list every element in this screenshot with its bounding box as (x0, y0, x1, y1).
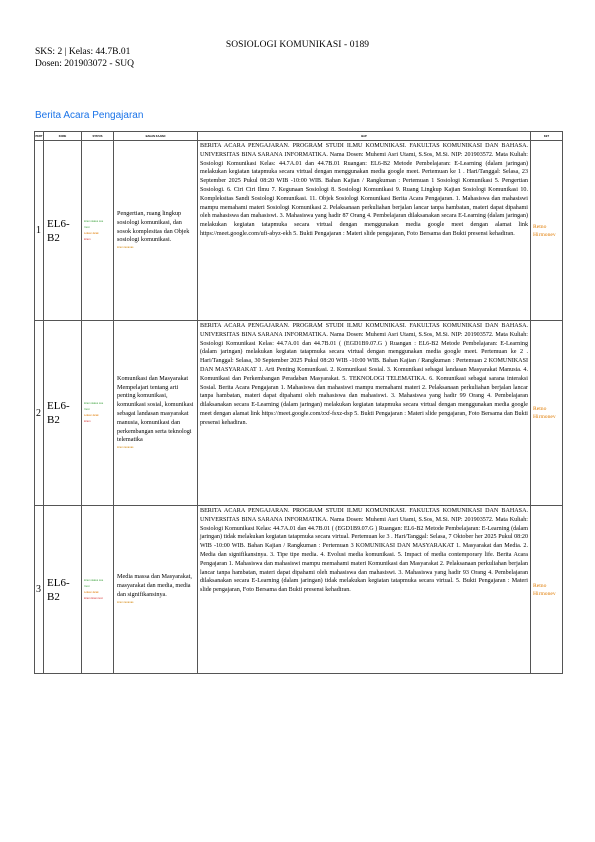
topic-text: Komunikasi dan Masyarakat Mempelajari tentang arti penting komunikasi, komunikasi sosial, komunikasi sebagai landasan masyarakat manusia, komunikasi dan perkembangan serta teknologi telematika (117, 374, 194, 444)
note-text: Retno Hirmonev (533, 406, 556, 420)
status-cell (82, 141, 114, 321)
note-cell (531, 141, 563, 321)
bap-text: BERITA ACARA PENGAJARAN. PROGRAM STUDI ILMU KOMUNIKASI. FAKULTAS KOMUNIKASI DAN BAHASA. UNIVERSITAS BINA SARANA INFORMATIKA. Nama Dosen: Muhemi Asri Utami, S.Sos, M.Si. NIP: 201903572. Mata Kuliah: Sosiologi Komunikasi Kelas: 44.7A.01 dan 44.7B.01 Ruangan: EL6-B2 Metode Pembelajaran: E-Learning (dalam jaringan) melakukan kegiatan tatapmuka secara virtual dengan menggunakan media google meet. Pertemuan ke 1 . Hari/Tanggal: Selasa, 23 September 2025 Pukul 08:20 WIB -10:00 WIB. Bahan Kajian / Rangkuman : Pertemuan 1 Sosiologi Komunikasi 5. Pengertian Sosiologi. 6. Ciri Ciri Ilmu 7. Kegunaan Sosiologi 8. Sosiologi Komunikasi 9. Ruang Lingkup Kajian Sosiologi Komunikasi 10. Kompleksitas Sandi Sosiologi Komunikasi. 11. Objek Sosiologi Komunikasi Berita Acara Pengajaran. 1. Mahasiswa dan mahasiswi mampu memahami materi Sosiologi Komunikasi 2. Pelaksanaan perkuliahan berjalan lancar tanpa hambatan, materi dapat dipahami oleh mahasiswa dan mahasiswi. 3. Mahasiswa yang hadir 87 Orang 4. Pembelajaran dilaksanakan secara E-Learning (dalam jaringan) melakukan kegiatan tatapmuka secara virtual dengan menggunakan media google meet dengan alamat link https://meet.google.com/ufi-abyz-ekh 5. Bukti Pengajaran : Materi slide pengajaran, Foto Bersama dan Bukti presensi kehadiran. (198, 141, 531, 321)
table-row (35, 506, 563, 674)
topic-text: Pengertian, ruang lingkup sosiologi komunikasi, dan sosok komplesitas dan Objek sosiologi komunikasi. (117, 209, 190, 244)
status-line: lorem status one (84, 219, 104, 223)
status-line: lorem (84, 237, 91, 241)
sks-class-line: SKS: 2 | Kelas: 44.7B.01 (35, 47, 131, 57)
status-line: Lokasi Jarak (84, 414, 99, 417)
note-text: Retno Hirmonev (533, 223, 556, 238)
status-line: l text (84, 408, 90, 411)
status-line: Lokasi Jarak (84, 590, 99, 594)
topic-text: Media massa dan Masyarakat, masyarakat dan media, media dan signifikansinya. (117, 573, 192, 598)
topic-cell (114, 506, 198, 674)
lecturer-line: Dosen: 201903072 - SUQ (35, 59, 134, 69)
meeting-number: 2 (35, 321, 44, 506)
status-line: lorem lorem text (84, 596, 103, 600)
meeting-number: 1 (35, 141, 44, 321)
bap-text: BERITA ACARA PENGAJARAN. PROGRAM STUDI ILMU KOMUNIKASI. FAKULTAS KOMUNIKASI DAN BAHASA. UNIVERSITAS BINA SARANA INFORMATIKA. Nama Dosen: Muhemi Asri Utami, S.Sos, M.Si. NIP: 201903572. Mata Kuliah: Sosiologi Komunikasi Kelas: 44.7A.01 dan 44.7B.01 ( (EGD1B9.07.G ) Ruangan : EL6-B2 Metode Pembelajaran: E-Learning (dalam jaringan) melakukan kegiatan tatapmuka secara virtual dengan menggunakan media google meet. Pertemuan ke 2 . Hari/Tanggal: Selasa, 30 September 2025 Pukul 08:20 WIB -10:00 WIB. Bahan Kajian / Rangkuman : Pertemuan 2 KOMUNIKASI DAN MASYARAKAT 1. Arti Penting Komunikasi. 2. Komunikasi Sosial. 3. Komunikasi sebagai landasan Masyarakat Manusia. 4. Komunikasi dan Perkembangan Peradaban Masyarakat. 5. TEKNOLOGI TELEMATIKA. 6. Komunikasi sebagai sarana interaksi Sosial. Berita Acara Pengajaran 1. Mahasiswa dan mahasiswi mampu memahami materi 2. Pelaksanaan perkuliahan berjalan lancar tanpa hambatan, materi dapat dipahami oleh mahasiswa dan mahasiswi. 3. Mahasiswa yang hadir 99 Orang 4. Pembelajaran dilaksanakan secara E-Learning (dalam jaringan) melakukan kegiatan tatapmuka secara virtual dengan menggunakan media google meet dengan alamat link https://meet.google.com/zxf-fsxz-dsp 5. Bukti Pengajaran : Materi slide pengajaran, Foto Bersama dan Bukti presensi kehadiran. (198, 321, 531, 506)
table-row (35, 321, 563, 506)
bap-table (34, 131, 563, 674)
column-header-bap: BAP (198, 132, 531, 141)
column-header-status: STATUS (82, 132, 114, 141)
note-cell (531, 321, 563, 506)
status-cell (82, 321, 114, 506)
meeting-number: 3 (35, 506, 44, 674)
bap-text: BERITA ACARA PENGAJARAN. PROGRAM STUDI ILMU KOMUNIKASI. FAKULTAS KOMUNIKASI DAN BAHASA. UNIVERSITAS BINA SARANA INFORMATIKA. Nama Dosen: Muhemi Asri Utami, S.Sos, M.Si. NIP: 201903572. Mata Kuliah: Sosiologi Komunikasi Kelas: 44.7A.01 dan 44.7B.01 ( (EGD1B9.07.G ) Ruangan: EL6-B2 Metode Pembelajaran: E-Learning (dalam jaringan) tidak melakukan kegiatan tatapmuka secara virtual. Pertemuan ke 3 . Hari/Tanggal: Selasa, 7 Oktober her 2025 Pukul 08:20 WIB -10:00 WIB. Bahan Kajian / Rangkuman : Pertemuan 3 KOMUNIKASI DAN MASYARAKAT 1. Masyarakat dan Media. 2. Media dan signifikansinya. 3. Tipe tipe media. 4. Evolusi media komunikasi. 5. Impact of media contemporary life. Berita Acara Pengajaran 1. Mahasiswa dan mahasiswi mampu memahami materi Komunikasi dan Masyarakat 2. Pelaksanaan perkuliahan berjalan lancar tanpa hambatan, materi dapat dipahami oleh mahasiswa dan mahasiswi. 3. Mahasiswa yang hadir 93 Orang 4. Pembelajaran dilaksanakan secara E-Learning (dalam jaringan) tidak melakukan kegiatan tatapmuka secara virtual. 5. Bukti Pengajaran : Materi slide pengajaran, Foto Bersama dan Bukti presensi kehadiran. (198, 506, 531, 674)
section-title: Berita Acara Pengajaran (35, 110, 144, 121)
topic-note: lorem tenanas (117, 600, 134, 604)
status-line: lorem (84, 420, 91, 423)
topic-cell (114, 141, 198, 321)
room-code: EL6-B2 (44, 506, 82, 674)
topic-cell (114, 321, 198, 506)
status-line: lorem status one (84, 578, 104, 582)
note-cell (531, 506, 563, 674)
status-cell (82, 506, 114, 674)
column-header-topic: BAHAN KAJIAN (114, 132, 198, 141)
table-header-row (35, 132, 563, 141)
status-line: Lokasi Jarak (84, 231, 99, 235)
topic-note: lorem tenanas (117, 246, 134, 250)
status-line: l text (84, 225, 90, 229)
room-code: EL6-B2 (44, 321, 82, 506)
column-header-note: KET (531, 132, 563, 141)
document-title: SOSIOLOGI KOMUNIKASI - 0189 (225, 40, 370, 50)
column-header-meeting: PERT (35, 132, 44, 141)
topic-note: lorem tenanas (117, 446, 134, 450)
status-line: l text (84, 584, 90, 588)
note-text: Retno Hirmonev (533, 582, 556, 597)
column-header-code: KODE (44, 132, 82, 141)
status-line: lorem status one (84, 402, 104, 405)
room-code: EL6-B2 (44, 141, 82, 321)
table-row (35, 141, 563, 321)
